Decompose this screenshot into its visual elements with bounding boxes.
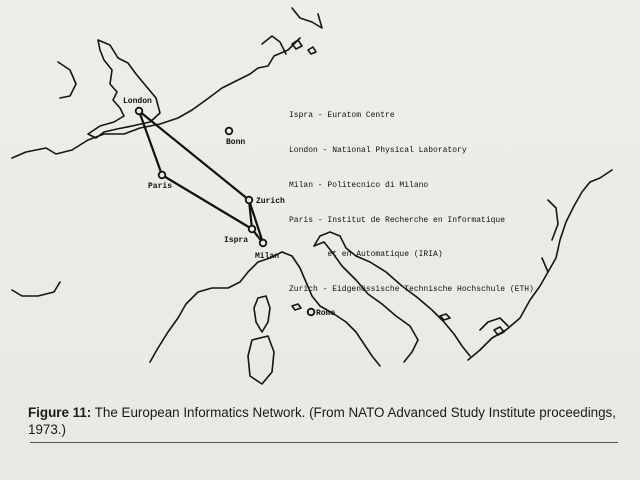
scandinavia-coastline bbox=[292, 8, 322, 28]
network-links bbox=[139, 111, 263, 243]
biscay-coastline bbox=[12, 282, 60, 296]
city-label-paris: Paris bbox=[148, 182, 173, 191]
sardinia-coastline bbox=[248, 336, 274, 384]
corsica-coastline bbox=[254, 296, 270, 332]
legend-line: Ispra - Euratom Centre bbox=[289, 111, 395, 121]
city-label-ispra: Ispra bbox=[224, 236, 249, 245]
caption-rule bbox=[30, 442, 618, 443]
eastern-coastline-2 bbox=[542, 258, 548, 272]
network-link-paris-ispra bbox=[162, 175, 252, 229]
city-node-milan bbox=[260, 240, 267, 247]
city-node-paris bbox=[159, 172, 166, 179]
map-legend bbox=[289, 87, 534, 319]
city-node-london bbox=[136, 108, 143, 115]
legend-line: London - National Physical Laboratory bbox=[289, 145, 467, 155]
city-node-bonn bbox=[226, 128, 233, 135]
figure-number: Figure 11: bbox=[28, 405, 92, 420]
aegean-coastline bbox=[480, 318, 508, 330]
city-label-milan: Milan bbox=[255, 252, 280, 261]
legend-line: Milan - Politecnico di Milano bbox=[289, 180, 429, 190]
city-label-london: London bbox=[123, 97, 152, 106]
city-label-rome: Rome bbox=[316, 309, 336, 318]
caption-text: The European Informatics Network. (From NATO Advanced Study Institute proceedings, 1973.) bbox=[28, 405, 616, 437]
eastern-coastline bbox=[548, 200, 558, 240]
figure-caption bbox=[28, 404, 618, 438]
britain-coastline bbox=[88, 40, 160, 138]
ireland-coastline bbox=[58, 62, 76, 98]
legend-line: Paris - Institut de Recherche en Informatique bbox=[289, 215, 506, 225]
med-france-coastline bbox=[150, 252, 282, 362]
legend-line: et en Automatique (IRIA) bbox=[289, 250, 443, 260]
aegean-island bbox=[494, 327, 504, 335]
legend-line: Zurich - Eidgenössische Technische Hochschule (ETH) bbox=[289, 285, 534, 295]
city-node-ispra bbox=[249, 226, 256, 233]
danish-island-2 bbox=[308, 47, 316, 54]
denmark-coastline bbox=[262, 36, 286, 54]
city-node-zurich bbox=[246, 197, 253, 204]
city-label-bonn: Bonn bbox=[226, 138, 246, 147]
city-label-zurich: Zurich bbox=[256, 197, 285, 206]
